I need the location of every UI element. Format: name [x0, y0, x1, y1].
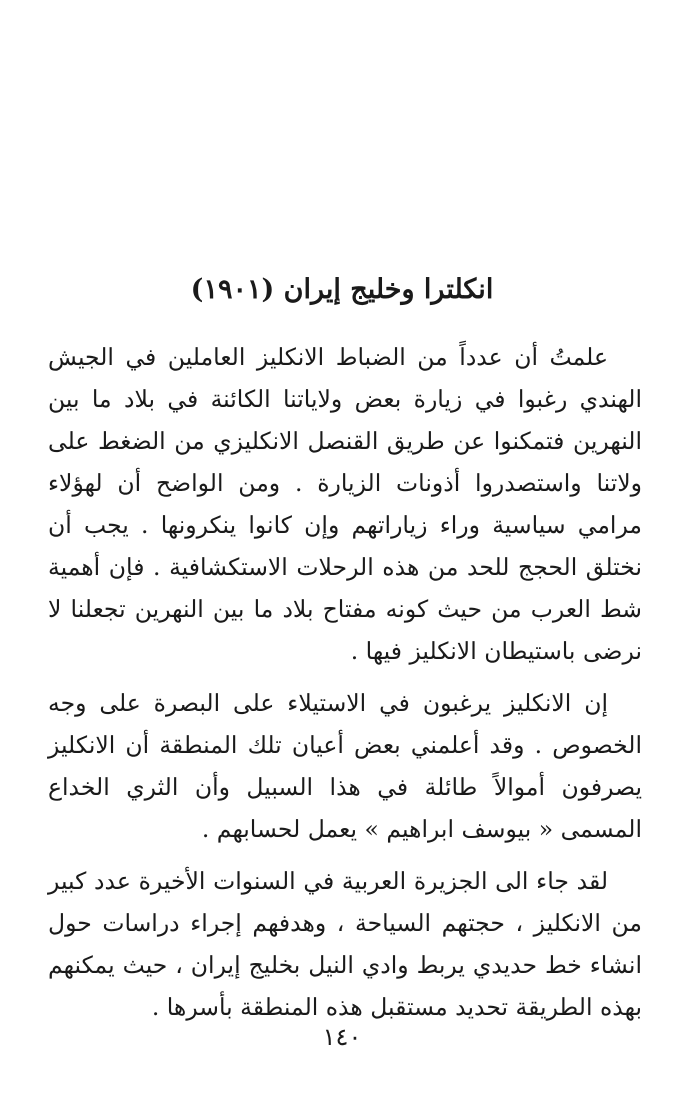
paragraph-1: علمتُ أن عدداً من الضباط الانكليز العاملين في الجيش الهندي رغبوا في زيارة بعض ولاياتنا الكائنة في بلاد ما بين النهرين فتمكنوا عن طريق القنصل الانكليزي من الضغط على ولاتنا واستصدروا أذونات الزيارة . ومن الواضح أن لهؤلاء مرامي سياسية وراء زياراتهم وإن كانوا ينكرونها . يجب أن نختلق الحجج للحد من هذه الرحلات الاستكشافية . فإن أهمية شط العرب من حيث كونه مفتاح بلاد ما بين النهرين تجعلنا لا نرضى باستيطان الانكليز فيها . [48, 343, 642, 665]
paragraph-3: لقد جاء الى الجزيرة العربية في السنوات الأخيرة عدد كبير من الانكليز ، حجتهم السياحة ، وهدفهم إجراء دراسات حول انشاء خط حديدي يربط وادي النيل بخليج إيران ، حيث يمكنهم بهذه الطريقة تحديد مستقبل هذه المنطقة بأسرها . [48, 867, 642, 1021]
page-number: ١٤٠ [322, 1023, 362, 1051]
body-text [48, 336, 642, 1038]
chapter-title: انكلترا وخليج إيران (١٩٠١) [190, 274, 494, 305]
paragraph-2: إن الانكليز يرغبون في الاستيلاء على البصرة على وجه الخصوص . وقد أعلمني بعض أعيان تلك المنطقة أن الانكليز يصرفون أموالاً طائلة في هذا السبيل وأن الثري الخداع المسمى « بيوسف ابراهيم » يعمل لحسابهم . [48, 689, 642, 843]
